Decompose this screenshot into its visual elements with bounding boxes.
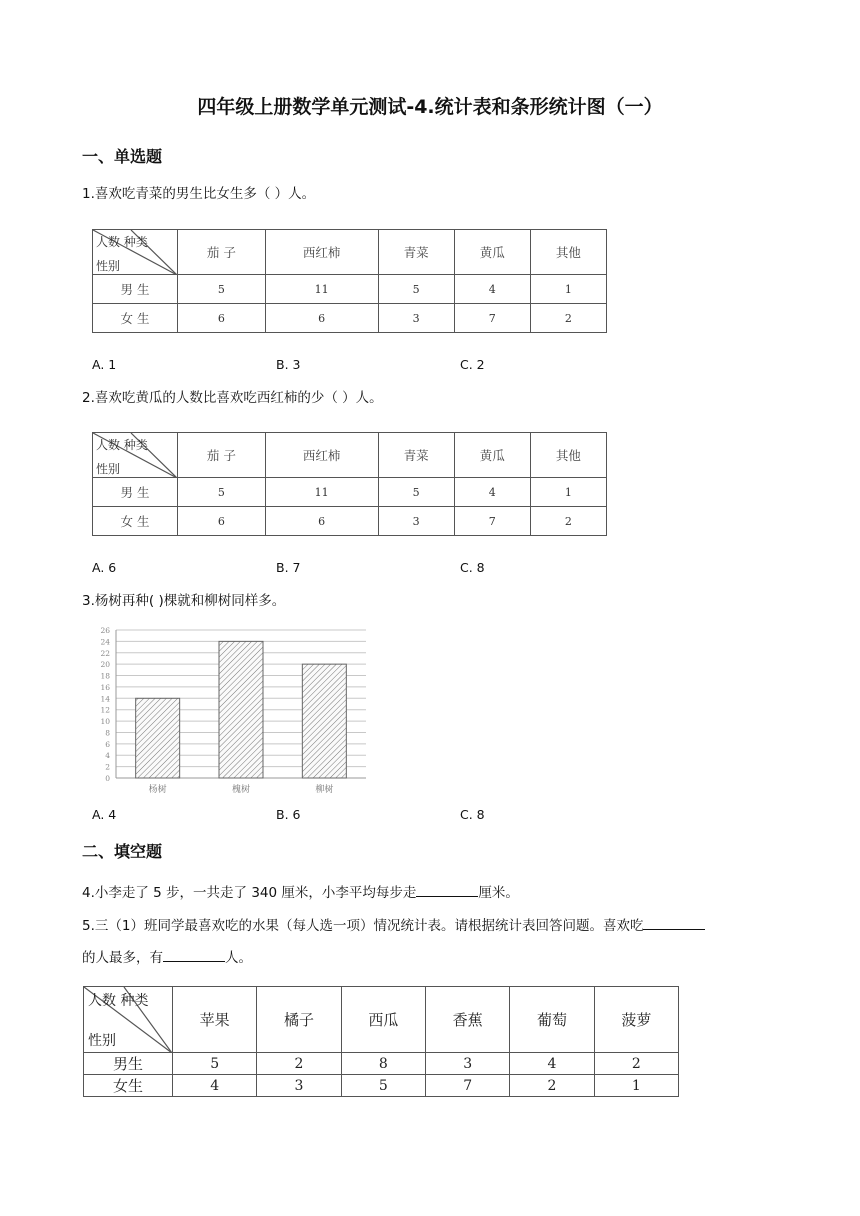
table-row (93, 304, 607, 333)
row-label: 女 生 (93, 304, 178, 333)
row-label: 男 生 (93, 275, 178, 304)
question-4 (82, 882, 519, 903)
bar-槐树 (219, 641, 263, 778)
table-cell: 6 (178, 304, 266, 333)
table-cell: 3 (425, 1053, 509, 1075)
table-corner-header (93, 230, 178, 275)
section-fill-blank: 二、填空题 (82, 842, 163, 861)
tree-bar-chart (88, 618, 378, 800)
table-cell: 1 (530, 478, 606, 507)
table-row (93, 507, 607, 536)
table-cell: 3 (378, 304, 454, 333)
table-cell: 2 (530, 304, 606, 333)
question-1: 1.喜欢吃青菜的男生比女生多（ ）人。 (82, 186, 316, 202)
y-tick-label: 0 (105, 774, 110, 783)
column-header: 西瓜 (341, 987, 425, 1053)
corner-top-label: 人数 种类 (88, 993, 149, 1009)
y-tick-label: 22 (100, 648, 110, 658)
table-cell: 8 (341, 1053, 425, 1075)
corner-top-label: 人数 种类 (96, 235, 148, 249)
q1-option-b[interactable]: B. 3 (276, 357, 301, 372)
row-label: 女生 (84, 1075, 173, 1097)
table-row (93, 275, 607, 304)
question-4-unit: 厘米。 (478, 885, 519, 901)
question-4-text: 4.小李走了 5 步，一共走了 340 厘米，小李平均每步走 (82, 885, 417, 901)
y-tick-label: 6 (105, 739, 110, 749)
table-cell: 7 (425, 1075, 509, 1097)
table-cell: 7 (454, 507, 530, 536)
column-header: 西红柿 (265, 433, 378, 478)
fruit-table (83, 986, 679, 1097)
answer-blank[interactable] (643, 915, 705, 930)
corner-bottom-label: 性别 (96, 462, 121, 476)
question-2: 2.喜欢吃黄瓜的人数比喜欢吃西红柿的少（ ）人。 (82, 390, 383, 406)
corner-top-label: 人数 种类 (96, 438, 148, 452)
table-cell: 7 (454, 304, 530, 333)
table-cell: 5 (178, 478, 266, 507)
row-label: 女 生 (93, 507, 178, 536)
table-cell: 4 (454, 478, 530, 507)
q2-option-a[interactable]: A. 6 (92, 560, 117, 575)
x-category-label: 槐树 (231, 785, 251, 795)
table-cell: 1 (594, 1075, 678, 1097)
question-3: 3.杨树再种( )棵就和柳树同样多。 (82, 593, 286, 609)
question-5-text-2: 的人最多，有 (82, 950, 163, 966)
table-cell: 11 (265, 478, 378, 507)
table-cell: 3 (257, 1075, 341, 1097)
column-header: 其他 (530, 230, 606, 275)
y-tick-label: 26 (100, 626, 110, 635)
column-header: 青菜 (378, 433, 454, 478)
table-row (84, 1075, 679, 1097)
table-cell: 5 (378, 478, 454, 507)
vegetable-table-2 (92, 432, 607, 536)
column-header: 橘子 (257, 987, 341, 1053)
table-cell: 5 (178, 275, 266, 304)
bar-柳树 (302, 664, 346, 778)
q1-option-c[interactable]: C. 2 (460, 357, 485, 372)
table-cell: 6 (178, 507, 266, 536)
y-tick-label: 8 (105, 728, 110, 738)
column-header: 青菜 (378, 230, 454, 275)
table-cell: 4 (173, 1075, 257, 1097)
table-cell: 1 (530, 275, 606, 304)
y-tick-label: 18 (100, 671, 110, 681)
column-header: 茄 子 (178, 230, 266, 275)
vegetable-table-1 (92, 229, 607, 333)
column-header: 黄瓜 (454, 230, 530, 275)
column-header: 葡萄 (510, 987, 594, 1053)
table-cell: 5 (173, 1053, 257, 1075)
column-header: 香蕉 (425, 987, 509, 1053)
table-row (93, 478, 607, 507)
corner-bottom-label: 性别 (96, 259, 121, 273)
table-cell: 6 (265, 507, 378, 536)
column-header: 其他 (530, 433, 606, 478)
question-5-unit: 人。 (225, 950, 252, 966)
table-corner-header (93, 433, 178, 478)
x-category-label: 杨树 (148, 785, 167, 795)
table-corner-header (84, 987, 173, 1053)
table-cell: 2 (257, 1053, 341, 1075)
y-tick-label: 2 (105, 762, 110, 772)
x-category-label: 柳树 (315, 785, 334, 795)
table-cell: 6 (265, 304, 378, 333)
q2-option-b[interactable]: B. 7 (276, 560, 301, 575)
q2-option-c[interactable]: C. 8 (460, 560, 485, 575)
section-single-choice: 一、单选题 (82, 147, 163, 166)
table-cell: 4 (510, 1053, 594, 1075)
column-header: 西红柿 (265, 230, 378, 275)
q3-option-b[interactable]: B. 6 (276, 807, 301, 822)
y-tick-label: 16 (100, 682, 110, 692)
column-header: 茄 子 (178, 433, 266, 478)
table-cell: 5 (378, 275, 454, 304)
table-row (84, 1053, 679, 1075)
y-tick-label: 24 (100, 637, 110, 647)
corner-bottom-label: 性别 (88, 1033, 116, 1049)
table-cell: 5 (341, 1075, 425, 1097)
answer-blank[interactable] (416, 882, 478, 897)
question-5-line-1 (82, 915, 705, 936)
table-cell: 3 (378, 507, 454, 536)
table-cell: 2 (510, 1075, 594, 1097)
question-5-text: 5.三（1）班同学最喜欢吃的水果（每人选一项）情况统计表。请根据统计表回答问题。喜欢吃 (82, 918, 644, 934)
row-label: 男生 (84, 1053, 173, 1075)
table-cell: 2 (594, 1053, 678, 1075)
table-cell: 11 (265, 275, 378, 304)
y-tick-label: 12 (100, 705, 110, 715)
table-cell: 4 (454, 275, 530, 304)
y-tick-label: 4 (105, 751, 110, 761)
question-5-line-2 (82, 947, 252, 968)
column-header: 黄瓜 (454, 433, 530, 478)
page-title: 四年级上册数学单元测试-4.统计表和条形统计图（一） (197, 96, 663, 118)
y-tick-label: 20 (100, 660, 110, 670)
column-header: 菠萝 (594, 987, 678, 1053)
q3-option-a[interactable]: A. 4 (92, 807, 117, 822)
column-header: 苹果 (173, 987, 257, 1053)
y-tick-label: 10 (100, 717, 110, 727)
q1-option-a[interactable]: A. 1 (92, 357, 117, 372)
answer-blank[interactable] (163, 947, 225, 962)
row-label: 男 生 (93, 478, 178, 507)
q3-option-c[interactable]: C. 8 (460, 807, 485, 822)
y-tick-label: 14 (100, 694, 110, 704)
bar-杨树 (136, 698, 180, 778)
table-cell: 2 (530, 507, 606, 536)
